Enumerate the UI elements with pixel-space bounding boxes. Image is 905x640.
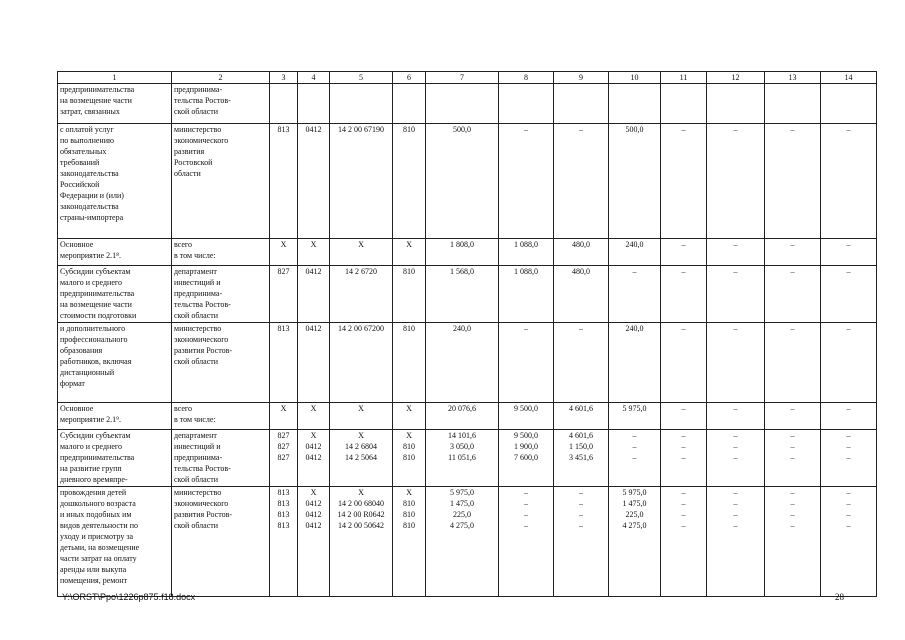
- value-cell: –: [661, 403, 707, 430]
- measure-description: Субсидии субъектам малого и среднего предпринимательства на возмещение части стоимости подготовки: [58, 266, 172, 323]
- value-cell: 1 088,0: [499, 266, 554, 323]
- executor-cell: министерство экономического развития Ростовской области: [172, 124, 270, 239]
- value-cell: –: [661, 239, 707, 266]
- column-header: 2: [172, 72, 270, 84]
- value-cell: X: [330, 403, 393, 430]
- table-row: [58, 430, 877, 487]
- value-cell: –: [821, 124, 877, 239]
- value-cell: 20 076,6: [426, 403, 499, 430]
- value-cell: 813: [270, 124, 298, 239]
- value-cell: [609, 84, 661, 124]
- value-cell: – – –: [661, 430, 707, 487]
- value-cell: –: [554, 124, 609, 239]
- value-cell: 1 088,0: [499, 239, 554, 266]
- value-cell: X 810 810 810: [393, 487, 426, 597]
- table-row: [58, 84, 877, 124]
- value-cell: 9 500,0: [499, 403, 554, 430]
- measure-description: Основное мероприятие 2.1⁸.: [58, 239, 172, 266]
- value-cell: 9 500,0 1 900,0 7 600,0: [499, 430, 554, 487]
- value-cell: –: [707, 124, 765, 239]
- executor-cell: предпринима- тельства Ростов- ской области: [172, 84, 270, 124]
- executor-cell: министерство экономического развития Ростов- ской области: [172, 323, 270, 403]
- column-header: 8: [499, 72, 554, 84]
- executor-cell: министерство экономического развития Ростов- ской области: [172, 487, 270, 597]
- value-cell: 1 568,0: [426, 266, 499, 323]
- value-cell: –: [661, 124, 707, 239]
- value-cell: [393, 84, 426, 124]
- value-cell: 0412: [298, 124, 330, 239]
- value-cell: 14 2 00 67200: [330, 323, 393, 403]
- measure-description: предпринимательства на возмещение части затрат, связанных: [58, 84, 172, 124]
- table-row: [58, 323, 877, 403]
- value-cell: X: [270, 239, 298, 266]
- table-row: [58, 403, 877, 430]
- value-cell: 810: [393, 266, 426, 323]
- value-cell: – – – –: [554, 487, 609, 597]
- value-cell: –: [661, 323, 707, 403]
- value-cell: 480,0: [554, 239, 609, 266]
- measure-description: с оплатой услуг по выполнению обязательных требований законодательства Российской Федерации и (или) законодательства страны-импортера: [58, 124, 172, 239]
- value-cell: – – –: [707, 430, 765, 487]
- value-cell: 480,0: [554, 266, 609, 323]
- value-cell: X: [270, 403, 298, 430]
- value-cell: –: [554, 323, 609, 403]
- value-cell: 813: [270, 323, 298, 403]
- value-cell: –: [707, 323, 765, 403]
- value-cell: [765, 84, 821, 124]
- column-header: 6: [393, 72, 426, 84]
- table-row: [58, 266, 877, 323]
- value-cell: – – – –: [499, 487, 554, 597]
- measure-description: и дополнительного профессионального образования работников, включая дистанционный формат: [58, 323, 172, 403]
- document-path: Y:\ORST\Ppo\1226p875.f18.docx: [62, 592, 196, 602]
- value-cell: – – – –: [707, 487, 765, 597]
- column-header: 1: [58, 72, 172, 84]
- column-header: 10: [609, 72, 661, 84]
- value-cell: 500,0: [426, 124, 499, 239]
- value-cell: 240,0: [609, 323, 661, 403]
- value-cell: 5 975,0 1 475,0 225,0 4 275,0: [426, 487, 499, 597]
- value-cell: [554, 84, 609, 124]
- value-cell: 5 975,0 1 475,0 225,0 4 275,0: [609, 487, 661, 597]
- value-cell: 827: [270, 266, 298, 323]
- value-cell: –: [821, 266, 877, 323]
- value-cell: 240,0: [609, 239, 661, 266]
- table-header-row: [58, 72, 877, 84]
- value-cell: [821, 84, 877, 124]
- budget-table: [57, 71, 877, 597]
- value-cell: [330, 84, 393, 124]
- value-cell: – – – –: [765, 487, 821, 597]
- executor-cell: департамент инвестиций и предпринима- тельства Ростов- ской области: [172, 430, 270, 487]
- measure-description: Основное мероприятие 2.1⁹.: [58, 403, 172, 430]
- value-cell: [426, 84, 499, 124]
- value-cell: X: [393, 403, 426, 430]
- measure-description: Субсидии субъектам малого и среднего предпринимательства на развитие групп дневного времяпре-: [58, 430, 172, 487]
- value-cell: 5 975,0: [609, 403, 661, 430]
- value-cell: 14 2 6720: [330, 266, 393, 323]
- value-cell: –: [765, 266, 821, 323]
- value-cell: –: [821, 323, 877, 403]
- value-cell: 813 813 813 813: [270, 487, 298, 597]
- table-row: [58, 239, 877, 266]
- value-cell: [661, 84, 707, 124]
- value-cell: [499, 84, 554, 124]
- value-cell: –: [707, 266, 765, 323]
- value-cell: X: [330, 239, 393, 266]
- column-header: 3: [270, 72, 298, 84]
- value-cell: – – –: [765, 430, 821, 487]
- column-header: 13: [765, 72, 821, 84]
- column-header: 11: [661, 72, 707, 84]
- value-cell: 240,0: [426, 323, 499, 403]
- value-cell: X 14 2 00 68040 14 2 00 R0642 14 2 00 50642: [330, 487, 393, 597]
- value-cell: 1 808,0: [426, 239, 499, 266]
- value-cell: –: [609, 266, 661, 323]
- value-cell: – – –: [821, 430, 877, 487]
- value-cell: –: [765, 403, 821, 430]
- value-cell: –: [707, 239, 765, 266]
- value-cell: X 0412 0412: [298, 430, 330, 487]
- value-cell: X 810 810: [393, 430, 426, 487]
- value-cell: –: [765, 239, 821, 266]
- executor-cell: департамент инвестиций и предпринима- тельства Ростов- ской области: [172, 266, 270, 323]
- value-cell: –: [661, 266, 707, 323]
- column-header: 12: [707, 72, 765, 84]
- value-cell: –: [821, 403, 877, 430]
- value-cell: [298, 84, 330, 124]
- value-cell: X: [298, 239, 330, 266]
- value-cell: X: [393, 239, 426, 266]
- value-cell: – – –: [609, 430, 661, 487]
- table-row: [58, 487, 877, 597]
- value-cell: 14 101,6 3 050,0 11 051,6: [426, 430, 499, 487]
- column-header: 5: [330, 72, 393, 84]
- value-cell: X 14 2 6804 14 2 5064: [330, 430, 393, 487]
- value-cell: –: [765, 124, 821, 239]
- executor-cell: всего в том числе:: [172, 239, 270, 266]
- column-header: 9: [554, 72, 609, 84]
- value-cell: 500,0: [609, 124, 661, 239]
- value-cell: 0412: [298, 266, 330, 323]
- value-cell: –: [765, 323, 821, 403]
- page-number: 28: [835, 592, 844, 602]
- column-header: 4: [298, 72, 330, 84]
- column-header: 7: [426, 72, 499, 84]
- value-cell: [707, 84, 765, 124]
- value-cell: –: [499, 323, 554, 403]
- value-cell: –: [707, 403, 765, 430]
- value-cell: – – – –: [821, 487, 877, 597]
- value-cell: 810: [393, 124, 426, 239]
- value-cell: 810: [393, 323, 426, 403]
- value-cell: 4 601,6 1 150,0 3 451,6: [554, 430, 609, 487]
- measure-description: провождения детей дошкольного возраста и иных подобных им видов деятельности по уходу и присмотру за детьми, на возмещение части затрат на оплату аренды или выкупа помещения, ремонт: [58, 487, 172, 597]
- table-row: [58, 124, 877, 239]
- value-cell: X 0412 0412 0412: [298, 487, 330, 597]
- value-cell: X: [298, 403, 330, 430]
- value-cell: [270, 84, 298, 124]
- value-cell: 4 601,6: [554, 403, 609, 430]
- executor-cell: всего в том числе:: [172, 403, 270, 430]
- value-cell: 827 827 827: [270, 430, 298, 487]
- value-cell: 14 2 00 67190: [330, 124, 393, 239]
- value-cell: –: [821, 239, 877, 266]
- value-cell: 0412: [298, 323, 330, 403]
- value-cell: –: [499, 124, 554, 239]
- value-cell: – – – –: [661, 487, 707, 597]
- column-header: 14: [821, 72, 877, 84]
